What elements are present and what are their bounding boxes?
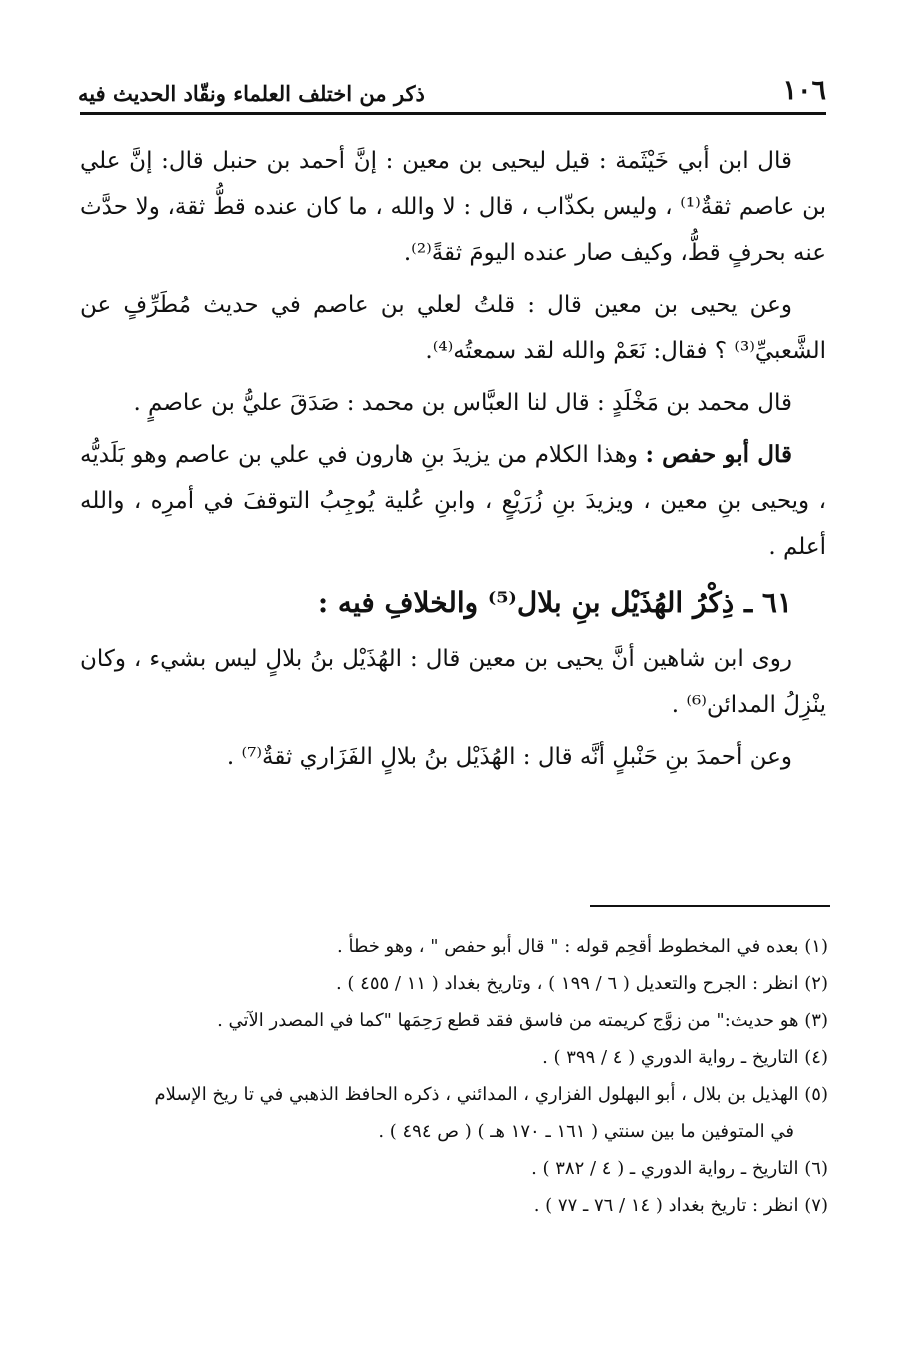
footnote-continuation: في المتوفين ما بين سنتي ( ١٦١ ـ ١٧٠ هـ ) ( ص ٤٩٤ ) . <box>378 1121 794 1142</box>
footnote: (٥) الهذيل بن بلال ، أبو البهلول الفزاري ، المدائني ، ذكره الحافظ الذهبي في تا ريخ الإسلام <box>154 1084 828 1105</box>
section-title: ٦١ ـ ذِكْرُ الهُذَيْل بنِ بلال⁽⁵⁾ والخلافِ فيه : <box>317 586 792 619</box>
abu-hafs-text: وهذا الكلام من يزيدَ بنِ هارون في علي بن عاصم وهو بَلَديُّه ، ويحيى بنِ معين ، ويزيدَ بنِ زُرَيْعٍ ، وابنِ عُلية يُوجِبُ التوقفَ في أمرِه ، والله أعلم . <box>80 442 826 560</box>
footnote: (٢) انظر : الجرح والتعديل ( ٦ / ١٩٩ ) ، وتاريخ بغداد ( ١١ / ٤٥٥ ) . <box>335 973 828 994</box>
paragraph: قال ابن أبي خَيْثَمة : قيل ليحيى بن معين : إنَّ أحمد بن حنبل قال: إنَّ علي بن عاصم ثقةٌ⁽¹⁾ ، وليس بكذّاب ، قال : لا والله ، ما كان عنده قطُّ ثقة، ولا حدَّث عنه بحرفٍ قطُّ، وكيف صار عنده اليومَ ثقةً⁽²⁾. <box>80 148 826 266</box>
paragraph: وعن يحيى بن معين قال : قلتُ لعلي بن عاصم في حديث مُطَرِّفٍ عن الشَّعبيِّ⁽³⁾ ؟ فقال: نَعَمْ والله لقد سمعتُه⁽⁴⁾. <box>80 292 826 364</box>
footnote: (٣) هو حديث:" من زوَّج كريمته من فاسق فقد قطع رَحِمَها "كما في المصدر الآتي . <box>217 1010 828 1031</box>
abu-hafs-lead: قال أبو حفص : <box>645 441 792 468</box>
footnote: (٧) انظر : تاريخ بغداد ( ١٤ / ٧٦ ـ ٧٧ ) . <box>533 1195 828 1216</box>
running-head: ذكر من اختلف العلماء ونقّاد الحديث فيه <box>78 81 425 106</box>
header-rule <box>80 112 826 115</box>
footnote: (١) بعده في المخطوط أقحِم قوله : " قال أبو حفص " ، وهو خطأ . <box>337 936 828 957</box>
footnote: (٦) التاريخ ـ رواية الدوري ـ ( ٤ / ٣٨٢ ) . <box>531 1158 828 1179</box>
paragraph: روى ابن شاهين أنَّ يحيى بن معين قال : الهُذَيْل بنُ بلالٍ ليس بشيء ، وكان ينْزِلُ المدائن⁽⁶⁾ . <box>80 646 826 718</box>
footnote-rule <box>590 905 830 907</box>
footnote: (٤) التاريخ ـ رواية الدوري ( ٤ / ٣٩٩ ) . <box>542 1047 828 1068</box>
main-text <box>80 138 826 786</box>
paragraph: قال محمد بن مَخْلَدٍ : قال لنا العبَّاس بن محمد : صَدَقَ عليُّ بن عاصمٍ . <box>133 390 792 416</box>
paragraph-abu-hafs <box>80 432 826 570</box>
footnotes <box>80 928 828 1224</box>
page-number: ١٠٦ <box>782 75 826 106</box>
page-header <box>78 64 826 104</box>
paragraph: وعن أحمدَ بنِ حَنْبلٍ أنَّه قال : الهُذَيْل بنُ بلالٍ الفَزَاري ثقةٌ⁽⁷⁾ . <box>226 744 792 770</box>
